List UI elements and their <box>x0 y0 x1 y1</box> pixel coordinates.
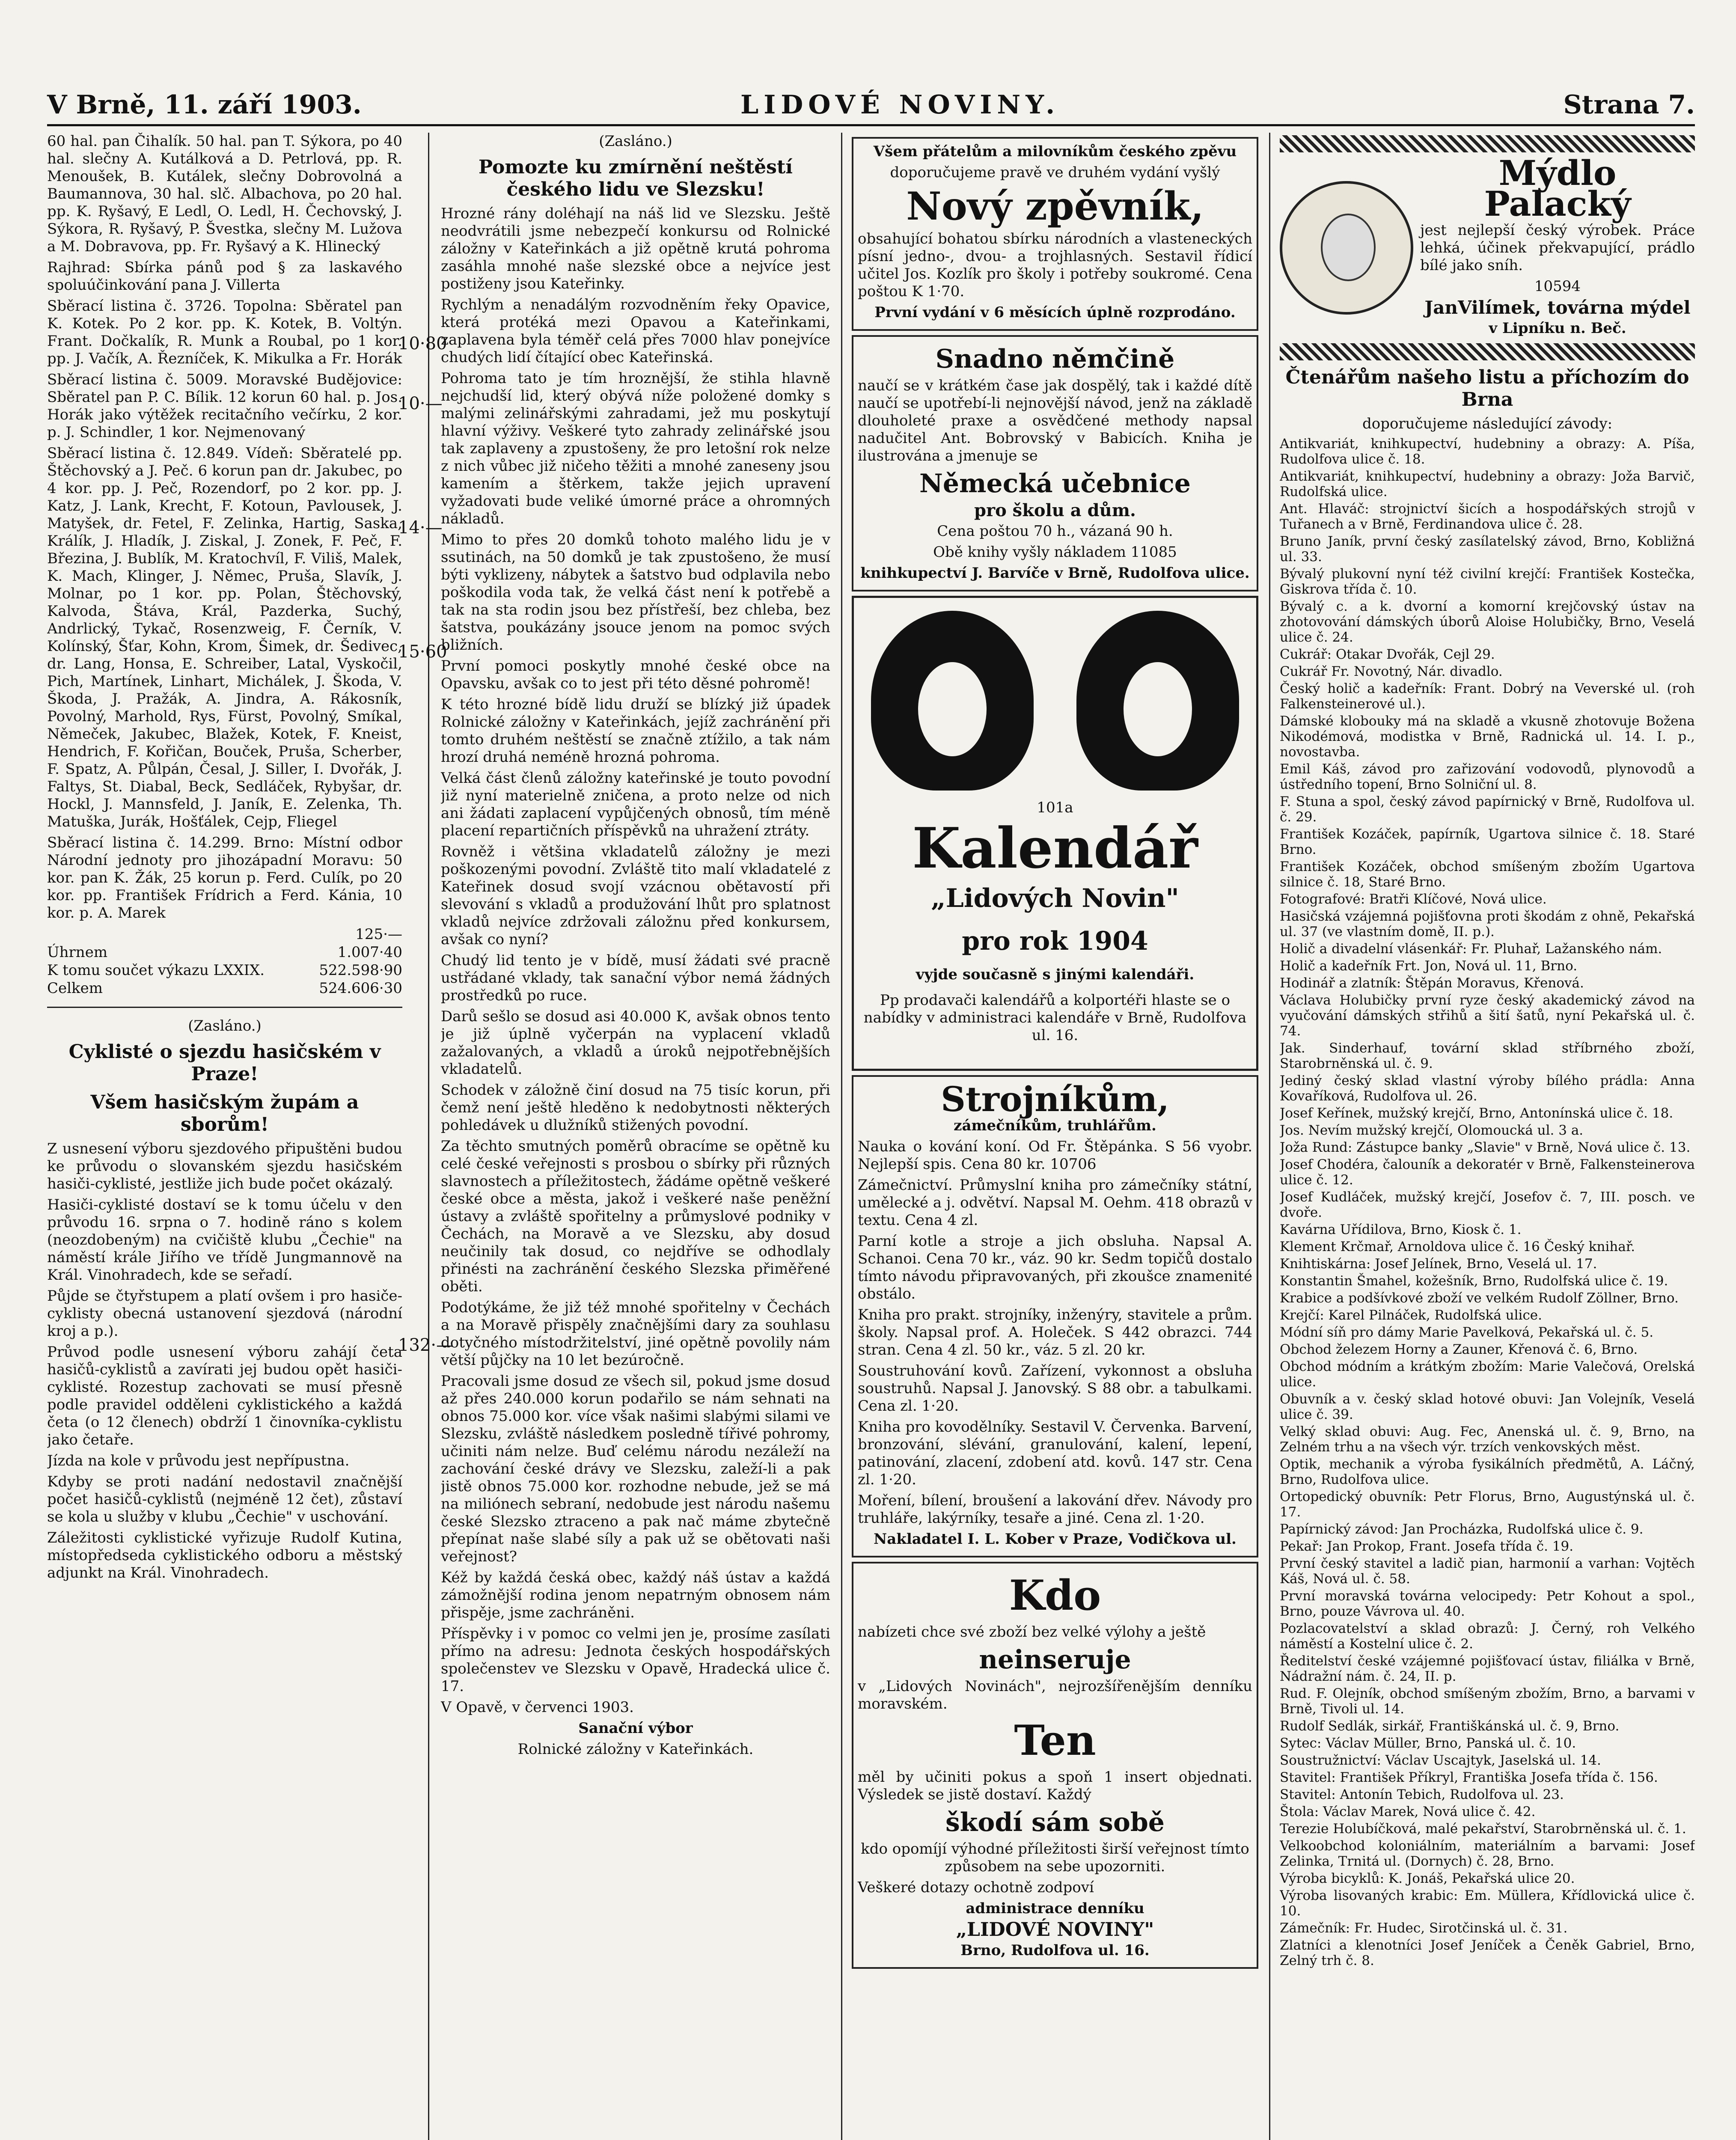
firm-entry: Václava Holubičky první ryze český akademický závod na vyučování dámských střihů a šití šatů, nyní Pekařská ul. č. 74. <box>1280 993 1695 1039</box>
firm-entry: Zámečník: Fr. Hudec, Sirotčinská ul. č. 31. <box>1280 1920 1568 1936</box>
column-rule <box>1269 133 1270 2140</box>
firm-entry: Konstantin Šmahel, kožešník, Brno, Rudolfská ulice č. 19. <box>1280 1273 1668 1289</box>
firm-entry: Hodinář a zlatník: Štěpán Moravus, Křenová. <box>1280 975 1584 991</box>
amount: 14·— <box>398 518 443 538</box>
firm-entry: Fotografové: Bratři Klíčové, Nová ulice. <box>1280 892 1547 907</box>
donor-list: Sběrací listina č. 14.299. Brno: Místní odbor Národní jednoty pro jihozápadní Moravu: 50 kor. pan K. Žák, 25 korun p. Ferd. Culík, po 20 kor. pp. František Frídrich a Ferd. Kánia, 10 kor. p. A. Marek <box>47 834 402 921</box>
calendar-year: pro rok 1904 <box>962 926 1148 956</box>
firm-entry: Krabice a podšívkové zboží ve velkém Rudolf Zöllner, Brno. <box>1280 1290 1679 1306</box>
firm-entry: Bruno Janík, první český zasílatelský závod, Brno, Kobližná ul. 33. <box>1280 534 1695 565</box>
page-header <box>47 86 1695 126</box>
appeal-paragraph: Rychlým a nenadálým rozvodněním řeky Opavice, která protéká mezi Opavou a Kateřinkami, zaplavena byla téměř celá přes 7000 hlav ponejvíce chudých lidí čítající obec Kateřinská. <box>441 296 830 366</box>
firm-entry: Sytec: Václav Müller, Brno, Panská ul. č. 10. <box>1280 1736 1576 1751</box>
firm-entry: F. Stuna a spol, český závod papírnický v Brně, Rudolfova ul. č. 29. <box>1280 794 1695 825</box>
book-item: Parní kotle a stroje a jich obsluha. Napsal A. Schanoi. Cena 70 kr., váz. 90 kr. Sedm topičů dostalo tímto návodu připravovaných, při zkoušce znamenité obstálo. <box>858 1233 1252 1302</box>
decorative-border <box>1280 135 1695 152</box>
firm-entry: Antikvariát, knihkupectví, hudebniny a obrazy: A. Píša, Rudolfova ulice č. 18. <box>1280 436 1695 467</box>
firm-entry: Rud. F. Olejník, obchod smíšeným zbožím, Brno, a barvami v Brně, Tivoli ul. 14. <box>1280 1686 1695 1717</box>
firm-entry: Ant. Hlaváč: strojnictví šicích a hospodářských strojů v Tuřanech a v Brně, Ferdinandova ulice č. 28. <box>1280 501 1695 532</box>
firm-entry: Josef Kudláček, mužský krejčí, Josefov č. 7, III. posch. ve dvoře. <box>1280 1189 1695 1220</box>
appeal-paragraph: Pracovali jsme dosud ze všech sil, pokud jsme dosud až přes 240.000 korun podařilo se nám sehnati na obnos 75.000 kor. více však našimi slabými silami ve Slezsku, zvláště následkem posledně tířivé pohromy, učiniti nám nelze. Buď celému národu nezáleží na zachování české drávy ve Slezsku, zaleží-li a pak jistě obnos 75.000 kor. rozhodne nebude, jež se má na miliónech sebraní, nedobude jest národu našemu české Slezsko ztraceno a pak nač máme zbytečně přepínat naše slabé síly a pak už se obětovati naši veřejnost? <box>441 1373 830 1565</box>
firm-entry: Jos. Nevím mužský krejčí, Olomoucká ul. 3 a. <box>1280 1123 1584 1138</box>
calendar-code: 101a <box>1037 799 1073 816</box>
book-item: Kniha pro prakt. strojníky, inženýry, stavitele a prům. školy. Napsal prof. A. Holeček. S 442 obrazci. 744 stran. Cena 4 zl. 50 kr., váz. 5 zl. 20 kr. <box>858 1306 1252 1358</box>
woman-illustration <box>871 611 1034 791</box>
firm-entry: Klement Krčmař, Arnoldova ulice č. 16 Český knihař. <box>1280 1239 1635 1254</box>
firm-entry: Cukrář Fr. Novotný, Nár. divadlo. <box>1280 664 1503 679</box>
appeal-paragraph: Hrozné rány doléhají na náš lid ve Slezsku. Ještě neodvrátili jsme nebezpečí konkursu od Rolnické záložny v Kateřinkách a již opětně krutá pohroma zasáhla mnohé naše slezské obce a nejvíce jest postiženy jsou Kateřinky. <box>441 205 830 292</box>
amount: 15·60 <box>398 642 447 662</box>
firm-entry: Kavárna Uřídilova, Brno, Kiosk č. 1. <box>1280 1222 1522 1237</box>
firm-entry: Terezie Holubíčková, malé pekařství, Starobrněnská ul. č. 1. <box>1280 1821 1686 1837</box>
header-page-number: Strana 7. <box>1563 90 1695 120</box>
article-paragraph: Záležitosti cyklistické vyřizuje Rudolf Kutina, místopředseda cyklistického odboru a městský adjunkt na Král. Vinohradech. <box>47 1529 402 1581</box>
firm-entry: Papírnický závod: Jan Procházka, Rudolfská ulice č. 9. <box>1280 1522 1644 1537</box>
soap-title: Mýdlo Palacký <box>1484 153 1631 224</box>
column-silesia-appeal <box>441 133 830 2140</box>
firm-entry: Výroba bicyklů: K. Jonáš, Pekařská ulice 20. <box>1280 1871 1575 1886</box>
firm-entry: Český holič a kadeřník: Frant. Dobrý na Veverské ul. (roh Falkensteinerové ul.). <box>1280 681 1695 712</box>
zaslano-label: (Zasláno.) <box>188 1017 262 1034</box>
book-item: Nauka o kování koní. Od Fr. Štěpánka. S 56 vyobr. Nejlepší spis. Cena 80 kr. 10706 <box>858 1138 1252 1173</box>
appeal-paragraph: K této hrozné bídě lidu druží se blízký již úpadek Rolnické záložny v Kateřinkách, jejíž zachránění při tomto druhém neštěstí se značně ztížilo, a tak nám hrozí druhá neméně hrozná pohroma. <box>441 696 830 766</box>
directory-subtitle: doporučujeme následující závody: <box>1362 415 1613 432</box>
firm-entry: František Kozáček, obchod smíšeným zbožím Ugartova silnice č. 18, Staré Brno. <box>1280 859 1695 890</box>
woman-illustration <box>1076 611 1239 791</box>
firm-entry: František Kozáček, papírník, Ugartova silnice č. 18. Staré Brno. <box>1280 826 1695 857</box>
article-subtitle: Všem hasičským župám a sborům! <box>90 1091 359 1135</box>
book-item: Moření, bílení, broušení a lakování dřev. Návody pro truhláře, lakýrníky, tesaře a jiné. Cena zl. 1·20. <box>858 1492 1252 1527</box>
appeal-paragraph: Za těchto smutných poměrů obracíme se opětně ku celé české veřejnosti s prosbou o sbírky při různých slavnostech a příležitostech, žádáme opětně veškeré české obce a města, jakož i veškeré naše peněžní ústavy a zvláště spořitelny a průmyslové podniky v Čechách, na Moravě a ve Slezsku, aby dosud neučinily tak dosud, co nejdříve se odhodlaly přinésti na zachránění českého Slezska přiměřené oběti. <box>441 1138 830 1295</box>
appeal-paragraph: Schodek v záložně činí dosud na 75 tisíc korun, při čemž není ještě hleděno k nedobytnosti některých pohledávek u dlužníků stižených povodní. <box>441 1082 830 1134</box>
firm-entry: První moravská továrna velocipedy: Petr Kohout a spol., Brno, pouze Vávrova ul. 40. <box>1280 1588 1695 1619</box>
article-paragraph: Průvod podle usnesení výboru zahájí četa hasičů-cyklistů a zavírati jej budou opět hasiči-cyklisté. Rozestup zachovati se musí přesně podle pravidel odděleni cyklistického a každá četa (o 12 členech) obdrží 1 činovníka-cyklistu jako četaře. <box>47 1343 402 1448</box>
german-ad-title: Snadno němčině <box>935 344 1175 374</box>
article-title: Cyklisté o sjezdu hasičském v Praze! <box>68 1041 381 1085</box>
firm-entry: Pozlacovatelství a sklad obrazů: J. Černý, roh Velkého náměstí a Kostelní ulice č. 2. <box>1280 1621 1695 1652</box>
songbook-title: Nový zpěvník, <box>906 184 1204 229</box>
firm-entry: Hasičská vzájemná pojišťovna proti škodám z ohně, Pekařská ul. 37 (ve vlastním domě, II. p.). <box>1280 909 1695 939</box>
decorative-border <box>1280 343 1695 360</box>
firm-entry: Bývalý plukovní nyní též civilní krejčí: František Kostečka, Giskrova třída č. 10. <box>1280 566 1695 597</box>
soap-ad: Mýdlo Palacký jest nejlepší český výrobek. Práce lehká, účinek překvapující, prádlo bílé jako sníh. 10594 JanVilímek, továrna mýdel v Lipníku n. Beč. <box>1280 155 1695 341</box>
firm-entry: Výroba lisovaných krabic: Em. Müllera, Křídlovická ulice č. 10. <box>1280 1888 1695 1919</box>
appeal-paragraph: Darů sešlo se dosud asi 40.000 K, avšak obnos tento je již úplně vyčerpán na vyplacení vkladů zažalovaných, a vkladů a úroků nejpotřebnějších vkladatelů. <box>441 1008 830 1078</box>
firm-entry: Joža Rund: Zástupce banky „Slavie" v Brně, Nová ulice č. 13. <box>1280 1140 1691 1155</box>
article-paragraph: Z usnesení výboru sjezdového připuštěni budou ke průvodu o slovanském sjezdu hasičském hasiči-cyklisté, jestliže jich bude počet okázalý. <box>47 1140 402 1192</box>
column-rule <box>841 133 842 2140</box>
column-advertisements <box>852 133 1258 2140</box>
firm-entry: Rudolf Sedlák, sirkář, Františkánská ul. č. 9, Brno. <box>1280 1718 1620 1734</box>
article-paragraph: Kdyby se proti nadání nedostavil značnější počet hasičů-cyklistů (nejméně 12 čet), zůstaví se kola u služby v klubu „Čechie" v uschování. <box>47 1473 402 1525</box>
mechanics-books-ad: Strojníkům, zámečníkům, truhlářům. Nauka o kování koní. Od Fr. Štěpánka. S 56 vyobr. Nejlepší spis. Cena 80 kr. 10706 Zámečnictví. Průmyslní kniha pro zámečníky státní, umělecké a j. odvětví. Napsal M. Oehm. 418 obrazů v textu. Cena 4 zl. Parní kotle a stroje a jich obsluha. Napsal A. Schanoi. Cena 70 kr., váz. 90 kr. Sedm topičů dostalo tímto návodu připravovaných, při zkoušce znamenité obstálo. Kniha pro prakt. strojníky, inženýry, stavitele a prům. školy. Napsal prof. A. Holeček. S 442 obrazci. 744 stran. Cena 4 zl. 50 kr., váz. 5 zl. 20 kr. Soustruhování kovů. Zařízení, vykonnost a obsluha soustruhů. Napsal J. Janovský. S 88 obr. a tabulkami. Cena zl. 1·20. Kniha pro kovodělníky. Sestavil V. Červenka. Barvení, bronzování, slévání, granulování, kalení, lepení, patinování, zlacení, zdobení atd. kovů. 147 str. Cena zl. 1·20. Moření, bílení, broušení a lakování dřev. Návody pro truhláře, lakýrníky, tesaře a jiné. Cena zl. 1·20. Nakladatel I. L. Kober v Praze, Vodičkova ul. <box>852 1075 1258 1557</box>
firm-entry: Optik, mechanik a výroba fysikálních předmětů, A. Láčný, Brno, Rudolfova ulice. <box>1280 1456 1695 1487</box>
firm-entry: Antikvariát, knihkupectví, hudebniny a obrazy: Joža Barvič, Rudolfská ulice. <box>1280 469 1695 499</box>
german-textbook-ad: Snadno němčině naučí se v krátkém čase jak dospělý, tak i každé dítě naučí se upotřebí-li nejnovější návod, jenž na základě dlouholeté praxe a osvědčené methody napsal nadučitel Ant. Bobrovský v Babicích. Kniha je ilustrována a jmenuje se Německá učebnice pro školu a dům. Cena poštou 70 h., vázaná 90 h. Obě knihy vyšly nákladem 11085 knihkupectví J. Barvíče v Brně, Rudolfova ulice. <box>852 335 1258 591</box>
mechanics-ad-title: Strojníkům, <box>941 1079 1169 1119</box>
firm-entry: Štola: Václav Marek, Nová ulice č. 42. <box>1280 1804 1536 1819</box>
firm-entry: První český stavitel a ladič pian, harmonií a varhan: Vojtěch Káš, Nová ul. č. 58. <box>1280 1556 1695 1587</box>
article-paragraph: Hasiči-cyklisté dostaví se k tomu účelu v den průvodu 16. srpna o 7. hodině ráno s kolem (neozdobeným) na cvičiště klubu „Čechie" na náměstí krále Jiřího ve třídě Jungmannově na Král. Vinohradech, kde se seřadí. <box>47 1196 402 1284</box>
amount: 10·80 <box>398 334 447 354</box>
article-paragraph: Jízda na kole v průvodu jest nepřípustna. <box>47 1452 350 1469</box>
header-masthead: LIDOVÉ NOVINY. <box>740 90 1060 120</box>
donor-list: Sběrací listina č. 12.849. Vídeň: Sběratelé pp. Štěchovský a J. Peč. 6 korun pan dr. Jakubec, po 4 kor. pp. J. Peč, Rozendorf, po 2 kor. pp. J. Katz, J. Lank, Krecht, F. Kotoun, Pavlousek, J. Matyšek, dr. Fetel, F. Zelinka, Hartig, Saska, Králík, J. Hladík, J. Ziskal, J. Zonek, F. Peč, F. Březina, J. Bublík, M. Kratochvíl, F. Viliš, Malek, K. Mach, Klinger, J. Němec, Pruša, Slavík, J. Molnar, po 1 kor. pp. Polan, Štěchovský, Kalvoda, Štáva, Král, Pazderka, Suchý, Andrlický, Tykač, Rosenzweig, F. Černík, V. Kolínský, Šťar, Kohn, Krom, Šimek, dr. Šedivec, dr. Lang, Honsa, E. Schreiber, Latal, Vyskočil, Pich, Martínek, Linhart, Michálek, J. Škoda, V. Škoda, J. Pražák, A. Jindra, A. Rákosník, Povolný, Marhold, Rys, Fürst, Povolný, Smíkal, Němeček, Jakubec, Blažek, Kotek, F. Kneist, Hendrich, F. Kořičan, Bouček, Pruša, Scherber, F. Spatz, A. Půlpán, Česal, J. Siller, I. Dvořák, J. Faltys, St. Diabal, Beck, Sedláček, Rybyšar, dr. Hockl, J. Mannsfeld, J. Janík, E. Zelenka, Th. Matuška, Jurák, Hošťálek, Cejp, Fliegel <box>47 445 402 830</box>
appeal-paragraph: Podotýkáme, že již též mnohé spořitelny v Čechách a na Moravě přispěly značnějšími dary za souhlasu dotyčného místodržitelství, jiné opětně povolily nám větší půjčky na 10 let bezúročně. <box>441 1299 830 1369</box>
appeal-signature: Sanační výbor <box>578 1720 693 1737</box>
firm-entry: Jak. Sinderhauf, tovární sklad stříbrného zboží, Starobrněnská ul. č. 9. <box>1280 1040 1695 1071</box>
appeal-signature-sub: Rolnické záložny v Kateřinkách. <box>517 1741 754 1758</box>
firm-entry: Josef Keřínek, mužský krejčí, Brno, Antonínská ulice č. 18. <box>1280 1106 1674 1121</box>
palacky-portrait <box>1280 181 1413 315</box>
appeal-paragraph: Mimo to přes 20 domků tohoto malého lidu je v ssutinách, na 50 domků je tak zpustošeno, že musí býti vyklizeny, nábytek a šatstvo bud odplavila nebo poškodila voda tak, že velká část není k potřebě a tak na sta rodin jsou bez přístřeší, bez chleba, bez šatstva, poukázány jsouce jenom na pomoc svých bližních. <box>441 531 830 654</box>
column-rule <box>428 133 429 2140</box>
appeal-paragraph: První pomoci poskytly mnohé české obce na Opavsku, avšak co to jest při této děsné pohromě! <box>441 657 830 692</box>
column-donations <box>47 133 402 2140</box>
firm-entry: Soustružnictví: Václav Uscajtyk, Jaselská ul. 14. <box>1280 1753 1601 1768</box>
donor-list: Rajhrad: Sbírka pánů pod § za laskavého spoluúčinkování pana J. Villerta <box>47 259 402 294</box>
amount: 10·— <box>398 394 443 413</box>
donor-list: 60 hal. pan Čihalík. 50 hal. pan T. Sýkora, po 40 hal. slečny A. Kutálková a D. Petrlová, pp. R. Menoušek, B. Kutálek, slečny Dobrovolná a Baumannova, 30 hal. slč. Albachova, po 20 hal. pp. K. Ryšavý, E Ledl, O. Ledl, H. Čechovský, J. Sýkora, R. Ryšavý, P. Švestka, slečny M. Lužova a M. Dobravova, pp. Fr. Ryšavý a K. Hlinecký <box>47 133 402 255</box>
book-item: Soustruhování kovů. Zařízení, vykonnost a obsluha soustruhů. Napsal J. Janovský. S 88 obr. a tabulkami. Cena zl. 1·20. <box>858 1362 1252 1415</box>
advertising-promo: Kdo nabízeti chce své zboží bez velké výlohy a ještě neinseruje v „Lidových Novinách", nejrozšířenějším denníku moravském. Ten měl by učiniti pokus a spoň 1 insert objednati. Výsledek se jistě dostaví. Každý škodí sám sobě kdo opomíjí výhodné příležitosti širší veřejnost tímto způsobem na sebe upozorniti. Veškeré dotazy ochotně zodpoví administrace denníku „LIDOVÉ NOVINY" Brno, Rudolfova ul. 16. <box>852 1562 1258 1969</box>
firm-entry: Josef Chodéra, čalouník a dekoratér v Brně, Falkensteinerova ulice č. 12. <box>1280 1157 1695 1188</box>
firm-entry: Jediný český sklad vlastní výroby bílého prádla: Anna Kovaříková, Rudolfova ul. 26. <box>1280 1073 1695 1104</box>
appeal-paragraph: Chudý lid tento je v bídě, musí žádati své pracně ustřádané vklady, tak sanační výbor nemá žádných prostředků po ruce. <box>441 952 830 1004</box>
firm-entry: Velkoobchod koloniálním, materiálním a barvami: Josef Zelinka, Trnitá ul. (Dornych) č. 28, Brno. <box>1280 1838 1695 1869</box>
firm-entry: Obchod železem Horny a Zauner, Křenová č. 6, Brno. <box>1280 1342 1638 1357</box>
firm-entry: Dámské klobouky má na skladě a vkusně zhotovuje Božena Nikodémová, modistka v Brně, Radnická ul. 14. I. p., novostavba. <box>1280 713 1695 760</box>
firm-list <box>1280 436 1695 1968</box>
firm-entry: Holič a kadeřník Frt. Jon, Nová ul. 11, Brno. <box>1280 958 1578 974</box>
firm-entry: Zlatníci a klenotníci Josef Jeníček a Čeněk Gabriel, Brno, Zelný trh č. 8. <box>1280 1938 1695 1968</box>
firm-entry: Módní síň pro dámy Marie Pavelková, Pekařská ul. č. 5. <box>1280 1325 1654 1340</box>
amount-row: 125·— <box>355 926 402 943</box>
total-row: K tomu součet výkazu LXXIX. 522.598·90 <box>47 962 402 979</box>
firm-entry: Holič a divadelní vlásenkář: Fr. Pluhař, Lažanského nám. <box>1280 941 1662 957</box>
appeal-title: Pomozte ku zmírnění neštěstí českého lidu ve Slezsku! <box>479 156 793 200</box>
book-item: Kniha pro kovodělníky. Sestavil V. Červenka. Barvení, bronzování, slévání, granulování, kalení, lepení, patinování, zlacení, zdobení atd. kovů. 147 str. Cena zl. 1·20. <box>858 1418 1252 1488</box>
appeal-paragraph: Velká část členů záložny kateřinské je touto povodní již nyní materielně zničena, a proto nelze od nich ani žádati zaplacení vypůjčených obnosů, tím méně placení repartičních příspěvků na uhražení ztráty. <box>441 770 830 839</box>
appeal-date: V Opavě, v červenci 1903. <box>441 1699 634 1716</box>
firm-entry: Stavitel: Antonín Tebich, Rudolfova ul. 23. <box>1280 1787 1564 1802</box>
directory-title: Čtenářům našeho listu a příchozím do Brna <box>1285 366 1689 410</box>
calendar-subtitle: „Lidových Novin" <box>931 883 1179 913</box>
header-date: V Brně, 11. září 1903. <box>47 90 362 120</box>
firm-entry: Velký sklad obuvi: Aug. Fec, Anenská ul. č. 9, Brno, na Zelném trhu a na všech výr. trzích venkovských měst. <box>1280 1424 1695 1455</box>
firm-entry: Pekař: Jan Prokop, Frant. Josefa třída č. 19. <box>1280 1539 1574 1554</box>
donor-list: Sběrací listina č. 3726. Topolna: Sběratel pan K. Kotek. Po 2 kor. pp. K. Kotek, B. Voltýn. Frant. Dočkalík, R. Munk a Roubal, po 1 kor. pp. J. Vačík, A. Řezníček, K. Mikulka a Fr. Horák <box>47 297 402 367</box>
appeal-paragraph: Kéž by každá česká obec, každý náš ústav a každá zámožnější rodina jenom nepatrným obnosem nám přispěje, jsme zachráněni. <box>441 1569 830 1621</box>
zaslano-label: (Zasláno.) <box>599 133 672 150</box>
firm-entry: Obchod módním a krátkým zbožím: Marie Valečová, Orelská ulice. <box>1280 1359 1695 1390</box>
appeal-paragraph: Pohroma tato je tím hroznější, že stihla hlavně nejchudší lid, který obývá níže položené domky s malými zelinářskými zahradami, jež mu poskytují hlavní výživy. Veškeré tyto zahrady zelinářské jsou tak zaplaveny a zpustošeny, že pro letošní rok nelze z nich vůbec již ničeho těžiti a mnohé zaneseny jsou kamením a štěrkem, takže jejich upravení vyžadovati bude veliké úmorné práce a ohromných nákladů. <box>441 370 830 527</box>
firm-entry: Emil Káš, závod pro zařizování vodovodů, plynovodů a ústředního topení, Brno Solniční ul. 8. <box>1280 761 1695 792</box>
amount: 132·— <box>398 1335 454 1355</box>
firm-entry: Krejčí: Karel Pilnáček, Rudolfská ulice. <box>1280 1308 1543 1323</box>
book-item: Zámečnictví. Průmyslní kniha pro zámečníky státní, umělecké a j. odvětví. Napsal M. Oehm. 418 obrazů v textu. Cena 4 zl. <box>858 1177 1252 1229</box>
firm-entry: Bývalý c. a k. dvorní a komorní krejčovský ústav na zhotovování dámských úborů Aloise Holubičky, Brno, Veselá ulice č. 24. <box>1280 599 1695 645</box>
calendar-ad: 101a Kalendář „Lidových Novin" pro rok 1904 vyjde současně s jinými kalendáři. Pp prodavači kalendářů a kolportéři hlaste se o nabídky v administraci kalendáře v Brně, Rudolfova ul. 16. <box>852 596 1258 1071</box>
firm-entry: Knihtiskárna: Josef Jelínek, Brno, Veselá ul. 17. <box>1280 1256 1597 1272</box>
column-business-directory <box>1280 133 1695 2140</box>
german-book-title: Německá učebnice <box>919 469 1191 499</box>
firm-entry: Obuvník a v. český sklad hotové obuvi: Jan Volejník, Veselá ulice č. 39. <box>1280 1391 1695 1422</box>
firm-entry: Ředitelství české vzájemné pojišťovací ústav, filiálka v Brně, Nádražní nám. č. 24, II. p. <box>1280 1653 1695 1684</box>
appeal-paragraph: Příspěvky i v pomoc co velmi jen je, prosíme zasílati přímo na adresu: Jednota českých hospodářských společenstev ve Slezsku v Opavě, Hradecká ulice č. 17. <box>441 1625 830 1695</box>
total-row: Celkem 524.606·30 <box>47 980 402 997</box>
calendar-title: Kalendář <box>912 815 1198 881</box>
donor-list: Sběrací listina č. 5009. Moravské Budějovice: Sběratel pan P. C. Bílik. 12 korun 60 hal. p. Jos. Horák jako výtěžek recitačního večírku, 2 kor. p. J. Schindler, 1 kor. Nejmenovaný <box>47 371 402 441</box>
songbook-ad: Všem přátelům a milovníkům českého zpěvu doporučujeme pravě ve druhém vydání vyšlý Nový zpěvník, obsahující bohatou sbírku národních a vlasteneckých písní jedno-, dvou- a trojhlasných. Sestavil řídicí učitel Jos. Kozlík pro školy i potřeby soukromé. Cena poštou K 1·70. První vydání v 6 měsících úplně rozprodáno. <box>852 137 1258 331</box>
appeal-paragraph: Rovněž i většina vkladatelů záložny je mezi poškozenými povodní. Zvláště tito malí vkladatelé z Kateřinek dosud svojí vzácnou obětavostí při slevování s vkladů a produžování lhůt pro splatnost vkladů nejvíce zdržovali záložnu před konkursem, avšak co nyní? <box>441 843 830 948</box>
firm-entry: Ortopedický obuvník: Petr Florus, Brno, Augustýnská ul. č. 17. <box>1280 1489 1695 1520</box>
firm-entry: Cukrář: Otakar Dvořák, Cejl 29. <box>1280 647 1495 662</box>
article-paragraph: Půjde se čtyřstupem a platí ovšem i pro hasiče-cyklisty obecná ustanovení sjezdová (národní kroj a p.). <box>47 1287 402 1340</box>
total-row: Úhrnem 1.007·40 <box>47 944 402 961</box>
firm-entry: Stavitel: František Příkryl, Františka Josefa třída č. 156. <box>1280 1770 1658 1785</box>
